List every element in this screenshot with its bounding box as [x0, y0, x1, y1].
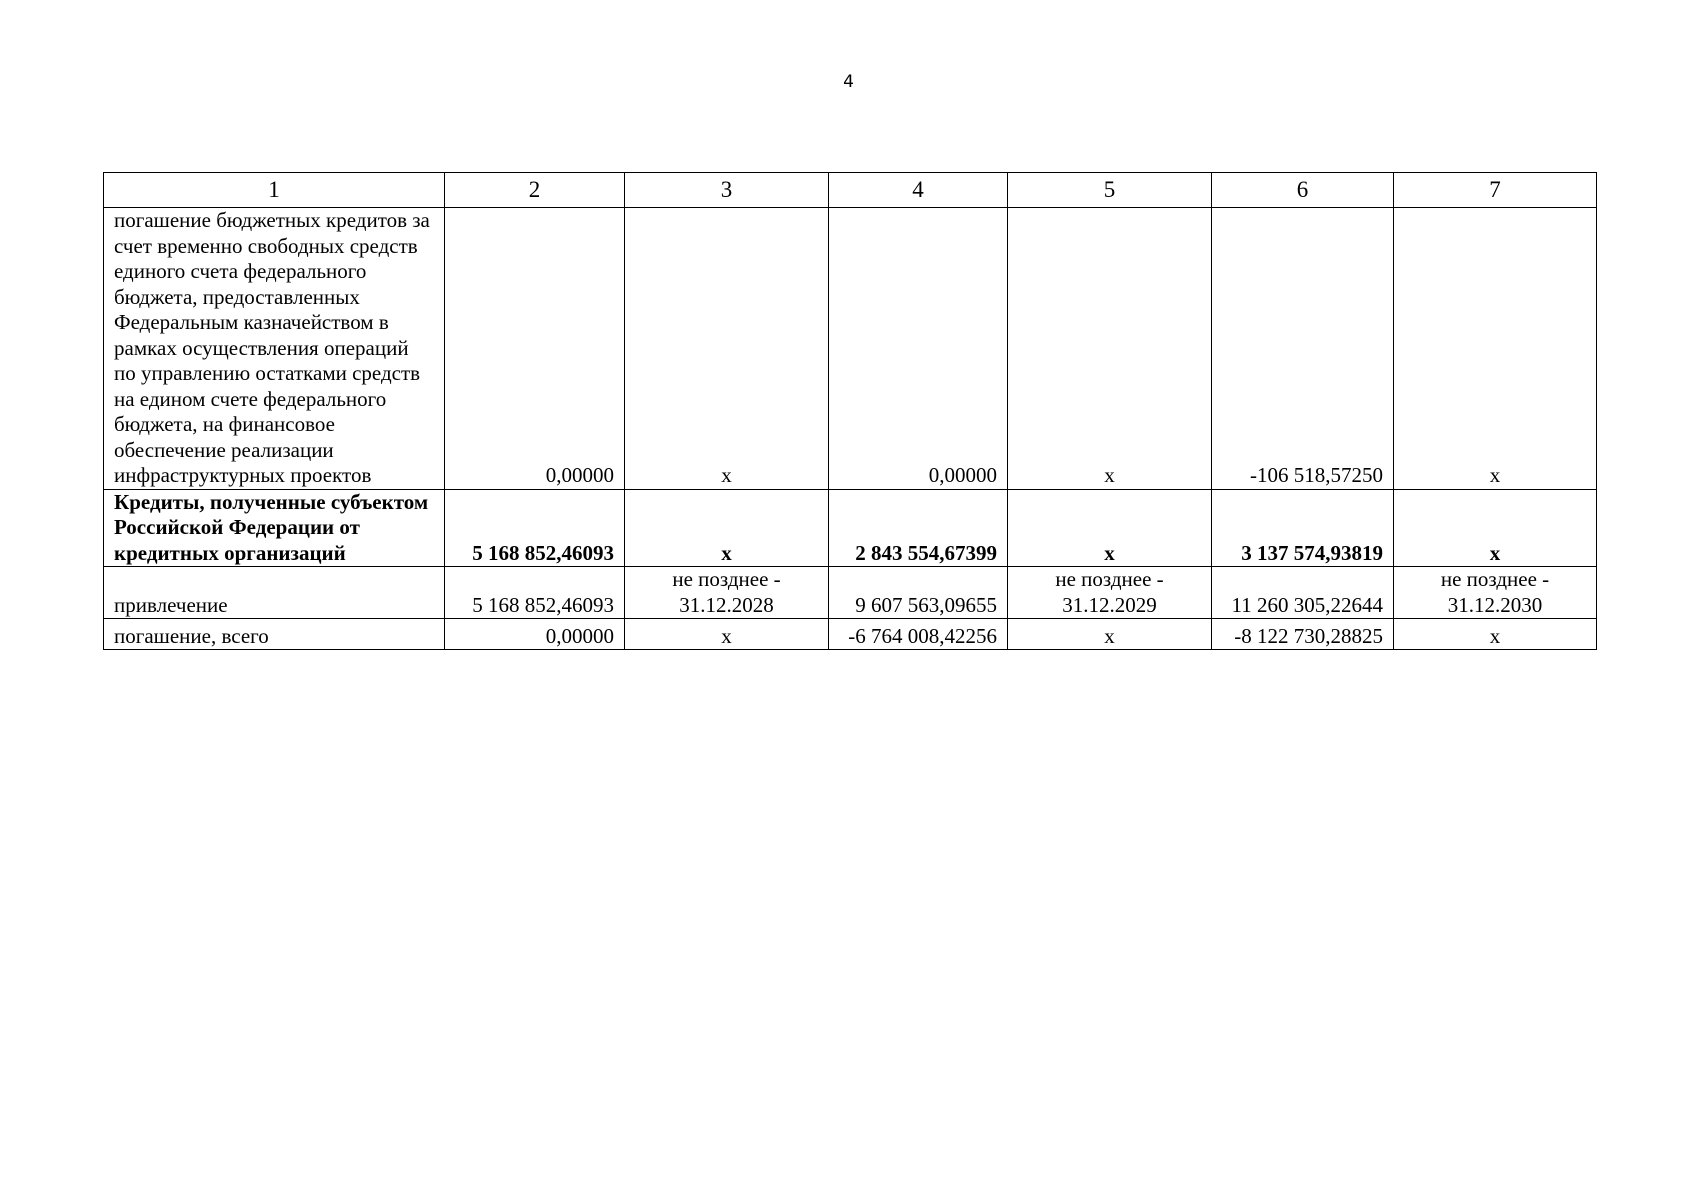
column-header: 3 — [625, 173, 829, 208]
cell-value: х — [1008, 208, 1212, 490]
table-header-row — [104, 173, 1597, 208]
row-label: привлечение — [104, 567, 445, 619]
table-row — [104, 489, 1597, 567]
cell-value: 2 843 554,67399 — [829, 489, 1008, 567]
cell-value: 3 137 574,93819 — [1212, 489, 1394, 567]
table-row — [104, 619, 1597, 650]
page-number: 4 — [843, 72, 854, 92]
row-label: погашение, всего — [104, 619, 445, 650]
cell-value: х — [625, 619, 829, 650]
cell-value: 0,00000 — [445, 619, 625, 650]
column-header: 2 — [445, 173, 625, 208]
column-header: 4 — [829, 173, 1008, 208]
cell-value: х — [1394, 489, 1597, 567]
cell-value: -6 764 008,42256 — [829, 619, 1008, 650]
cell-value: х — [1008, 619, 1212, 650]
cell-value: х — [1394, 208, 1597, 490]
column-header: 7 — [1394, 173, 1597, 208]
cell-value: не позднее - 31.12.2028 — [625, 567, 829, 619]
column-header: 5 — [1008, 173, 1212, 208]
column-header: 1 — [104, 173, 445, 208]
cell-value: -8 122 730,28825 — [1212, 619, 1394, 650]
cell-value: 11 260 305,22644 — [1212, 567, 1394, 619]
cell-value: х — [1394, 619, 1597, 650]
cell-value: не позднее - 31.12.2029 — [1008, 567, 1212, 619]
cell-value: 0,00000 — [445, 208, 625, 490]
cell-value: 5 168 852,46093 — [445, 489, 625, 567]
row-label: погашение бюджетных кредитов за счет временно свободных средств единого счета федерального бюджета, предоставленных Федеральным казначейством в рамках осуществления операций по управлению остатками средств на едином счете федерального бюджета, на финансовое обеспечение реализации инфраструктурных проектов — [104, 208, 445, 490]
cell-value: 9 607 563,09655 — [829, 567, 1008, 619]
cell-value: -106 518,57250 — [1212, 208, 1394, 490]
table-row — [104, 208, 1597, 490]
cell-value: х — [625, 208, 829, 490]
cell-value: 5 168 852,46093 — [445, 567, 625, 619]
budget-table — [103, 172, 1597, 650]
cell-value: не позднее - 31.12.2030 — [1394, 567, 1597, 619]
cell-value: х — [1008, 489, 1212, 567]
column-header: 6 — [1212, 173, 1394, 208]
cell-value: 0,00000 — [829, 208, 1008, 490]
table-row — [104, 567, 1597, 619]
row-label: Кредиты, полученные субъектом Российской Федерации от кредитных организаций — [104, 489, 445, 567]
cell-value: х — [625, 489, 829, 567]
